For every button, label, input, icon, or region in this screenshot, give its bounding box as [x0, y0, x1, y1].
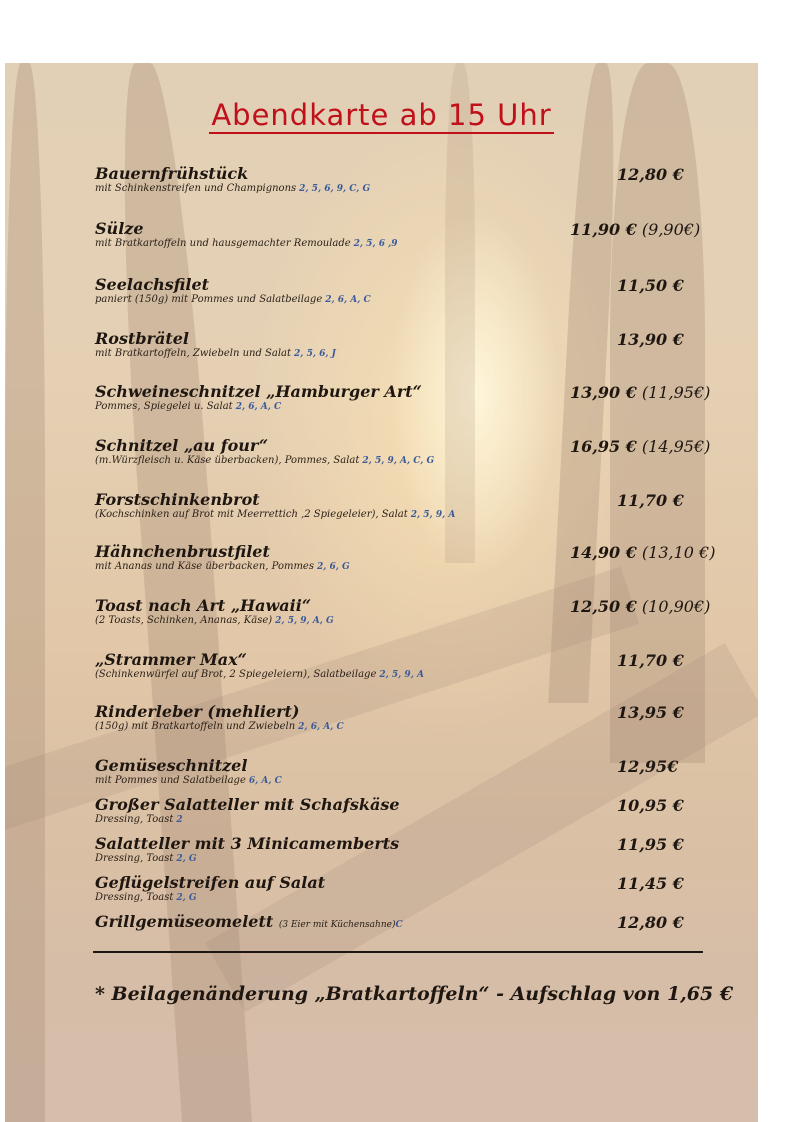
item-description: (3 Eier mit Küchensahne)C [278, 920, 403, 930]
menu-background [5, 63, 758, 1122]
item-description: mit Ananas und Käse überbacken, Pommes 2, 6, G [95, 561, 350, 572]
item-name: Grillgemüseomelett (3 Eier mit Küchensahne)C [95, 912, 403, 931]
item-price: 11,70 € [617, 651, 684, 670]
item-name: Gemüseschnitzel [95, 756, 248, 775]
menu-item [95, 703, 715, 733]
item-description: mit Pommes und Salatbeilage 6, A, C [95, 775, 282, 786]
item-description: Pommes, Spiegelei u. Salat 2, 6, A, C [95, 401, 282, 412]
item-description: (Schinkenwürfel auf Brot, 2 Spiegeleiern), Salatbeilage 2, 5, 9, A [95, 669, 424, 680]
item-price: 12,80 € [617, 165, 684, 184]
item-name: „Strammer Max“ [95, 650, 247, 669]
menu-item [95, 330, 715, 360]
item-name: Salatteller mit 3 Minicamemberts [95, 834, 400, 853]
allergen-codes: 6, A, C [248, 776, 282, 786]
menu-item [95, 796, 715, 826]
menu-item [95, 543, 715, 573]
item-price: 12,95€ [617, 757, 679, 776]
item-price: 11,70 € [617, 491, 684, 510]
menu-item [95, 220, 715, 250]
item-description: paniert (150g) mit Pommes und Salatbeilage 2, 6, A, C [95, 294, 371, 305]
allergen-codes: 2, 6, A, C [325, 295, 371, 305]
menu-item [95, 835, 715, 865]
menu-item [95, 437, 715, 467]
page-title: Abendkarte ab 15 Uhr [211, 98, 552, 132]
item-description: Dressing, Toast 2, G [95, 853, 197, 864]
item-name: Rostbrätel [95, 329, 189, 348]
allergen-codes: 2, 5, 9, A, C, G [362, 456, 435, 466]
item-price: 14,90 € (13,10 €) [570, 543, 716, 562]
item-price: 11,45 € [617, 874, 684, 893]
item-description: mit Bratkartoffeln, Zwiebeln und Salat 2, 5, 6, J [95, 348, 336, 359]
item-name: Großer Salatteller mit Schafskäse [95, 795, 400, 814]
item-name: Geflügelstreifen auf Salat [95, 873, 326, 892]
item-price: 12,50 € (10,90€) [570, 597, 711, 616]
allergen-codes: C [395, 920, 403, 930]
item-description: mit Schinkenstreifen und Champignons 2, 5, 6, 9, C, G [95, 183, 371, 194]
menu-item [95, 165, 715, 195]
item-description: (150g) mit Bratkartoffeln und Zwiebeln 2, 6, A, C [95, 721, 344, 732]
item-name: Toast nach Art „Hawaii“ [95, 596, 312, 615]
menu-item [95, 874, 715, 904]
allergen-codes: 2 [176, 815, 183, 825]
item-name: Sülze [95, 219, 144, 238]
menu-item [95, 491, 715, 521]
allergen-codes: 2, 5, 6 ,9 [353, 239, 398, 249]
allergen-codes: 2, 5, 6, 9, C, G [299, 184, 371, 194]
item-name: Bauernfrühstück [95, 164, 249, 183]
item-price: 10,95 € [617, 796, 684, 815]
menu-item [95, 913, 715, 931]
allergen-codes: 2, G [176, 893, 197, 903]
menu-item [95, 597, 715, 627]
item-description: Dressing, Toast 2 [95, 814, 183, 825]
menu-item [95, 383, 715, 413]
item-price: 12,80 € [617, 913, 684, 932]
item-price: 11,50 € [617, 276, 684, 295]
menu-item [95, 276, 715, 306]
item-name: Hähnchenbrustfilet [95, 542, 270, 561]
item-name: Schweineschnitzel „Hamburger Art“ [95, 382, 422, 401]
allergen-codes: 2, 5, 9, A, G [275, 616, 334, 626]
allergen-codes: 2, 6, A, C [298, 722, 344, 732]
item-price: 11,95 € [617, 835, 684, 854]
divider [93, 951, 703, 953]
allergen-codes: 2, G [176, 854, 197, 864]
item-price: 13,90 € (11,95€) [570, 383, 711, 402]
item-price: 11,90 € (9,90€) [570, 220, 701, 239]
item-price: 13,90 € [617, 330, 684, 349]
allergen-codes: 2, 5, 9, A [410, 510, 456, 520]
item-price: 13,95 € [617, 703, 684, 722]
item-price: 16,95 € (14,95€) [570, 437, 711, 456]
surcharge-footnote: * Beilagenänderung „Bratkartoffeln“ - Aufschlag von 1,65 € [95, 983, 734, 1005]
allergen-codes: 2, 6, A, C [235, 402, 282, 412]
item-name: Schnitzel „au four“ [95, 436, 269, 455]
item-description: (2 Toasts, Schinken, Ananas, Käse) 2, 5, 9, A, G [95, 615, 334, 626]
item-description: Dressing, Toast 2, G [95, 892, 197, 903]
item-description: (m.Würzfleisch u. Käse überbacken), Pommes, Salat 2, 5, 9, A, C, G [95, 455, 435, 466]
allergen-codes: 2, 5, 9, A [379, 670, 424, 680]
allergen-codes: 2, 6, G [316, 562, 350, 572]
item-name: Seelachsfilet [95, 275, 210, 294]
item-name: Forstschinkenbrot [95, 490, 260, 509]
item-description: mit Bratkartoffeln und hausgemachter Remoulade 2, 5, 6 ,9 [95, 238, 398, 249]
menu-item [95, 651, 715, 681]
menu-item [95, 757, 715, 787]
item-description: (Kochschinken auf Brot mit Meerrettich ,2 Spiegeleier), Salat 2, 5, 9, A [95, 509, 456, 520]
item-name: Rinderleber (mehliert) [95, 702, 300, 721]
allergen-codes: 2, 5, 6, J [294, 349, 336, 359]
